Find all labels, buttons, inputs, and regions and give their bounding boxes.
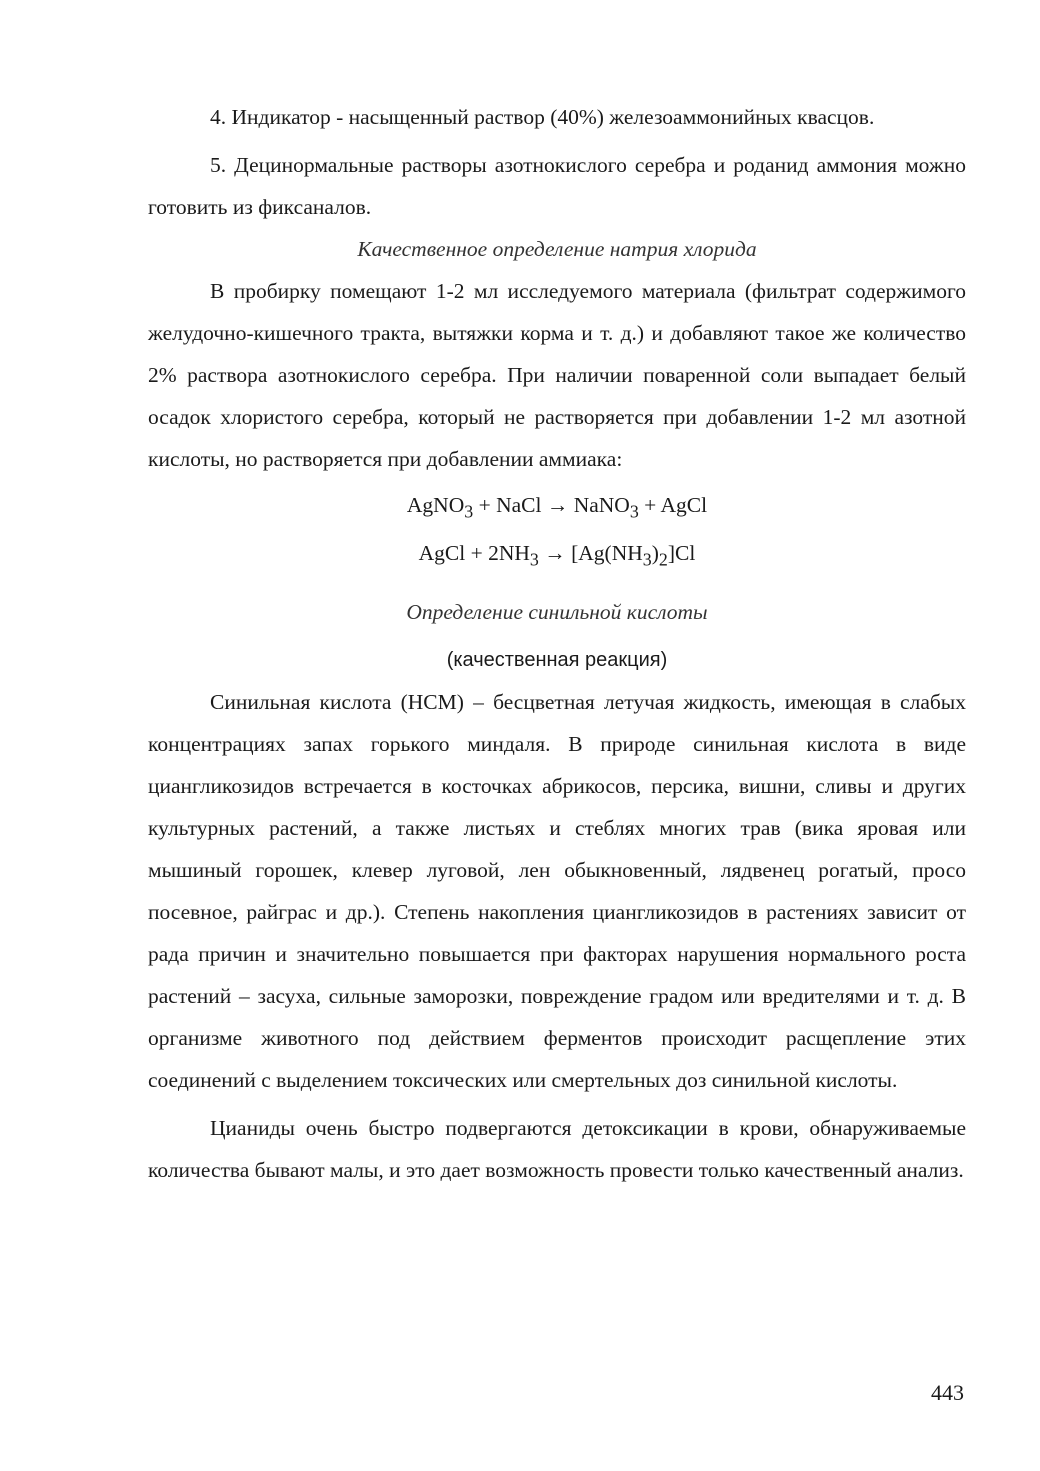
reaction-equations	[148, 484, 966, 581]
section-subheading-qualitative: (качественная реакция)	[446, 648, 668, 671]
paragraph-decinormal-solutions: 5. Децинормальные растворы азотнокислого серебра и роданид аммония можно готовить из фиксаналов.	[148, 153, 966, 219]
paragraph-indicator: 4. Индикатор - насыщенный раствор (40%) железоаммонийных квасцов.	[210, 105, 875, 129]
section-heading-hydrocyanic-acid: Определение синильной кислоты	[406, 599, 708, 624]
paragraph-cyanides: Цианиды очень быстро подвергаются детоксикации в крови, обнаруживаемые количества бывают малы, и это дает возможность провести только качественный анализ.	[148, 1115, 966, 1182]
page-body	[148, 96, 966, 1191]
equation-silver-nitrate: AgNO$_3$ + NaCl → NaNO$_3$ + AgCl	[406, 493, 708, 522]
page-number: 443	[931, 1380, 964, 1405]
equation-silver-ammonia: AgCl + $2NH_3 \to [Ag(NH_3)_2]Cl$	[418, 541, 696, 570]
paragraph-sodium-chloride-test: В пробирку помещают 1-2 мл исследуемого материала (фильтрат содержимого желудочно-кишечного тракта, вытяжки корма и т. д.) и добавляют такое же количество 2% раствора азотнокислого серебра. При наличии поваренной соли выпадает белый осадок хлористого серебра, который не растворяется при добавлении 1-2 мл азотной кислоты, но растворяется при добавлении аммиака:	[148, 279, 966, 471]
section-heading-sodium-chloride: Качественное определение натрия хлорида	[357, 237, 757, 261]
paragraph-hydrocyanic-acid: Синильная кислота (НСМ) – бесцветная летучая жидкость, имеющая в слабых концентрациях запах горького миндаля. В природе синильная кислота в виде циангликозидов встречается в косточках абрикосов, персика, вишни, сливы и других культурных растений, а также листьях и стеблях многих трав (вика яровая или мышиный горошек, клевер луговой, лен обыкновенный, лядвенец рогатый, просо посевное, райграс и др.). Степень накопления циангликозидов в растениях зависит от рада причин и значительно повышается при факторах нарушения нормального роста растений – засуха, сильные заморозки, повреждение градом или вредителями и т. д. В организме животного под действием ферментов происходит расщепление этих соединений с выделением токсических или смертельных доз синильной кислоты.	[148, 689, 966, 1092]
